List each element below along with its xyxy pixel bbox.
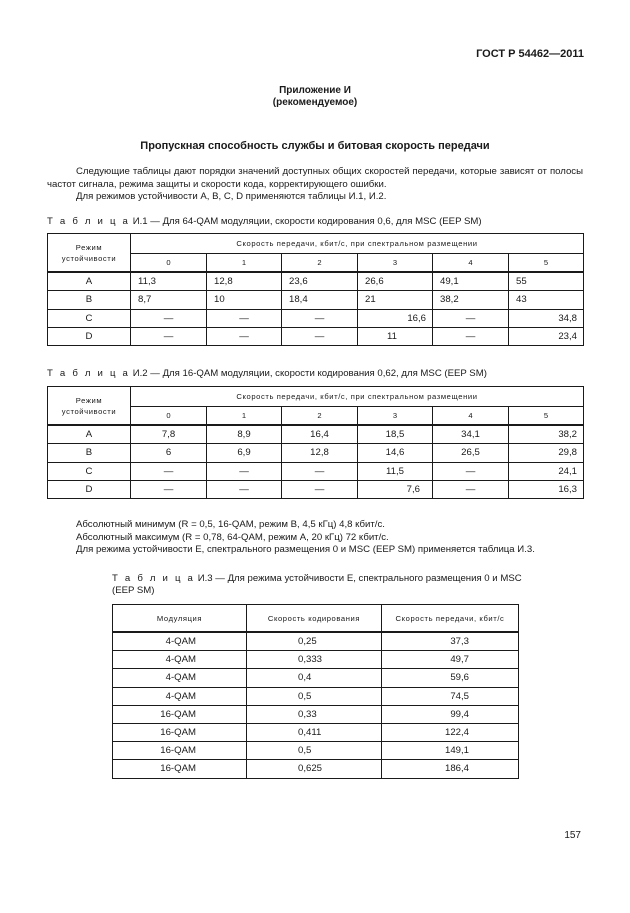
table-cell: 149,1 — [382, 742, 519, 760]
table2-mode-cell: D — [48, 480, 131, 498]
table-row — [48, 425, 584, 444]
table-row — [113, 687, 519, 705]
standard-number: ГОСТ Р 54462—2011 — [476, 48, 584, 60]
table-cell: 122,4 — [382, 723, 519, 741]
note-absolute-minimum: Абсолютный минимум (R = 0,5, 16-QAM, режим В, 4,5 кГц) 4,8 кбит/с. — [76, 519, 385, 530]
table-cell: — — [433, 327, 509, 345]
table-cell: 16,6 — [358, 309, 433, 327]
table-cell: — — [131, 480, 207, 498]
table-cell: 23,6 — [282, 272, 358, 291]
table-cell: 16-QAM — [113, 723, 247, 741]
table-cell: 99,4 — [382, 705, 519, 723]
appendix-subtitle: (рекомендуемое) — [272, 97, 358, 108]
table3-caption-label: Т а б л и ц а — [112, 573, 196, 584]
table-cell: 14,6 — [358, 444, 433, 462]
table-cell: — — [433, 309, 509, 327]
table1-mode-cell: А — [48, 272, 131, 291]
table-cell: 4-QAM — [113, 651, 247, 669]
table-cell: — — [207, 309, 282, 327]
table2-col-2: 2 — [282, 407, 358, 426]
table-cell: — — [131, 462, 207, 480]
table2-caption-text: И.2 — Для 16-QAM модуляции, скорости кодирования 0,62, для MSC (EEP SM) — [130, 368, 487, 379]
appendix-title: Приложение И — [279, 85, 351, 96]
table-cell: 10 — [207, 291, 282, 309]
table-cell: 11,3 — [131, 272, 207, 291]
table-cell: 59,6 — [382, 669, 519, 687]
table-cell: 49,1 — [433, 272, 509, 291]
table-2 — [47, 386, 584, 499]
table2-mode-cell: В — [48, 444, 131, 462]
table1-mode-cell: В — [48, 291, 131, 309]
table-cell: 12,8 — [207, 272, 282, 291]
table1-col-4: 4 — [433, 254, 509, 273]
table3-header-code-rate: Скорость кодирования — [247, 605, 382, 633]
table-cell: — — [282, 462, 358, 480]
table-row — [113, 742, 519, 760]
table-cell: 49,7 — [382, 651, 519, 669]
table-cell: 8,9 — [207, 425, 282, 444]
table-cell: 6,9 — [207, 444, 282, 462]
section-title: Пропускная способность службы и битовая скорость передачи — [140, 140, 490, 152]
table2-header-rate: Скорость передачи, кбит/с, при спектральном размещении — [131, 387, 584, 407]
table-3 — [112, 604, 519, 779]
table-cell: 0,411 — [247, 723, 382, 741]
table-row — [113, 760, 519, 778]
table-row — [113, 705, 519, 723]
table1-col-0: 0 — [131, 254, 207, 273]
table-row — [113, 669, 519, 687]
table-row — [48, 327, 584, 345]
table-cell: 26,5 — [433, 444, 509, 462]
table-cell: 7,6 — [358, 480, 433, 498]
table-row — [113, 723, 519, 741]
table1-header-mode: Режим устойчивости — [48, 234, 131, 273]
table1-caption — [47, 216, 482, 229]
table-cell: 6 — [131, 444, 207, 462]
table-cell: 26,6 — [358, 272, 433, 291]
table2-mode-cell: А — [48, 425, 131, 444]
intro-tables-note: Для режимов устойчивости А, В, С, D применяются таблицы И.1, И.2. — [76, 191, 387, 202]
table1-col-5: 5 — [509, 254, 584, 273]
table-row — [48, 291, 584, 309]
table2-col-5: 5 — [509, 407, 584, 426]
table2-col-3: 3 — [358, 407, 433, 426]
page-number: 157 — [564, 830, 581, 841]
table2-header-mode: Режим устойчивости — [48, 387, 131, 426]
table-row — [113, 632, 519, 651]
table-row — [48, 444, 584, 462]
table-cell: — — [282, 327, 358, 345]
table-cell: 0,5 — [247, 687, 382, 705]
table-cell: 43 — [509, 291, 584, 309]
table-cell: 34,8 — [509, 309, 584, 327]
table-cell: — — [433, 480, 509, 498]
table-row — [48, 480, 584, 498]
table2-col-0: 0 — [131, 407, 207, 426]
table1-header-rate: Скорость передачи, кбит/с, при спектральном размещении — [131, 234, 584, 254]
table-cell: 7,8 — [131, 425, 207, 444]
table-row — [113, 651, 519, 669]
table3-caption-line1: И.3 — Для режима устойчивости Е, спектрального размещения 0 и MSC — [195, 573, 522, 584]
table-cell: 4-QAM — [113, 669, 247, 687]
table-cell: — — [433, 462, 509, 480]
table1-caption-text: И.1 — Для 64-QAM модуляции, скорости кодирования 0,6, для MSC (EEP SM) — [130, 216, 482, 227]
table2-col-1: 1 — [207, 407, 282, 426]
note-absolute-maximum: Абсолютный максимум (R = 0,78, 64-QAM, режим А, 20 кГц) 72 кбит/с. — [76, 532, 389, 543]
table-cell: 186,4 — [382, 760, 519, 778]
table-cell: 23,4 — [509, 327, 584, 345]
table1-mode-cell: С — [48, 309, 131, 327]
table-row — [48, 462, 584, 480]
table-cell: — — [131, 327, 207, 345]
table-cell: 24,1 — [509, 462, 584, 480]
table-cell: 4-QAM — [113, 632, 247, 651]
table-cell: 8,7 — [131, 291, 207, 309]
table1-col-1: 1 — [207, 254, 282, 273]
table-cell: — — [207, 462, 282, 480]
table2-mode-cell: С — [48, 462, 131, 480]
table-cell: 0,333 — [247, 651, 382, 669]
table-cell: 12,8 — [282, 444, 358, 462]
note-mode-e: Для режима устойчивости Е, спектрального размещения 0 и MSC (EEP SM) применяется таблица И.3. — [76, 544, 535, 555]
table-cell: 11,5 — [358, 462, 433, 480]
table2-caption — [47, 368, 487, 381]
table-cell: 37,3 — [382, 632, 519, 651]
table-cell: 16-QAM — [113, 705, 247, 723]
table-row — [48, 309, 584, 327]
table-cell: 38,2 — [433, 291, 509, 309]
table-cell: 0,25 — [247, 632, 382, 651]
table3-caption — [112, 573, 522, 586]
table-cell: 55 — [509, 272, 584, 291]
table-cell: — — [131, 309, 207, 327]
table-cell: — — [282, 309, 358, 327]
table-cell: 11 — [358, 327, 433, 345]
table-cell: 18,4 — [282, 291, 358, 309]
table1-mode-cell: D — [48, 327, 131, 345]
table-cell: — — [282, 480, 358, 498]
table2-col-4: 4 — [433, 407, 509, 426]
table-cell: 29,8 — [509, 444, 584, 462]
table-cell: 16-QAM — [113, 760, 247, 778]
table-1 — [47, 233, 584, 346]
table-cell: 74,5 — [382, 687, 519, 705]
table-cell: 34,1 — [433, 425, 509, 444]
table3-header-bitrate: Скорость передачи, кбит/с — [382, 605, 519, 633]
table2-caption-label: Т а б л и ц а — [47, 368, 131, 379]
table-cell: 18,5 — [358, 425, 433, 444]
table-cell: 16,4 — [282, 425, 358, 444]
table-cell: 16,3 — [509, 480, 584, 498]
intro-paragraph: Следующие таблицы дают порядки значений доступных общих скоростей передачи, которые зависят от полосы частот сигнала, режима защиты и скорости кода, корректирующего ошибки. — [47, 166, 583, 190]
table1-col-2: 2 — [282, 254, 358, 273]
table-cell: 4-QAM — [113, 687, 247, 705]
table3-caption-line2: (EEP SM) — [112, 585, 155, 596]
table-cell: 0,625 — [247, 760, 382, 778]
table-cell: — — [207, 480, 282, 498]
table3-header-modulation: Модуляция — [113, 605, 247, 633]
table-cell: 0,4 — [247, 669, 382, 687]
table-row — [48, 272, 584, 291]
table-cell: — — [207, 327, 282, 345]
table-cell: 21 — [358, 291, 433, 309]
table-cell: 0,5 — [247, 742, 382, 760]
table1-col-3: 3 — [358, 254, 433, 273]
table1-caption-label: Т а б л и ц а — [47, 216, 131, 227]
table-cell: 38,2 — [509, 425, 584, 444]
table-cell: 16-QAM — [113, 742, 247, 760]
table-cell: 0,33 — [247, 705, 382, 723]
